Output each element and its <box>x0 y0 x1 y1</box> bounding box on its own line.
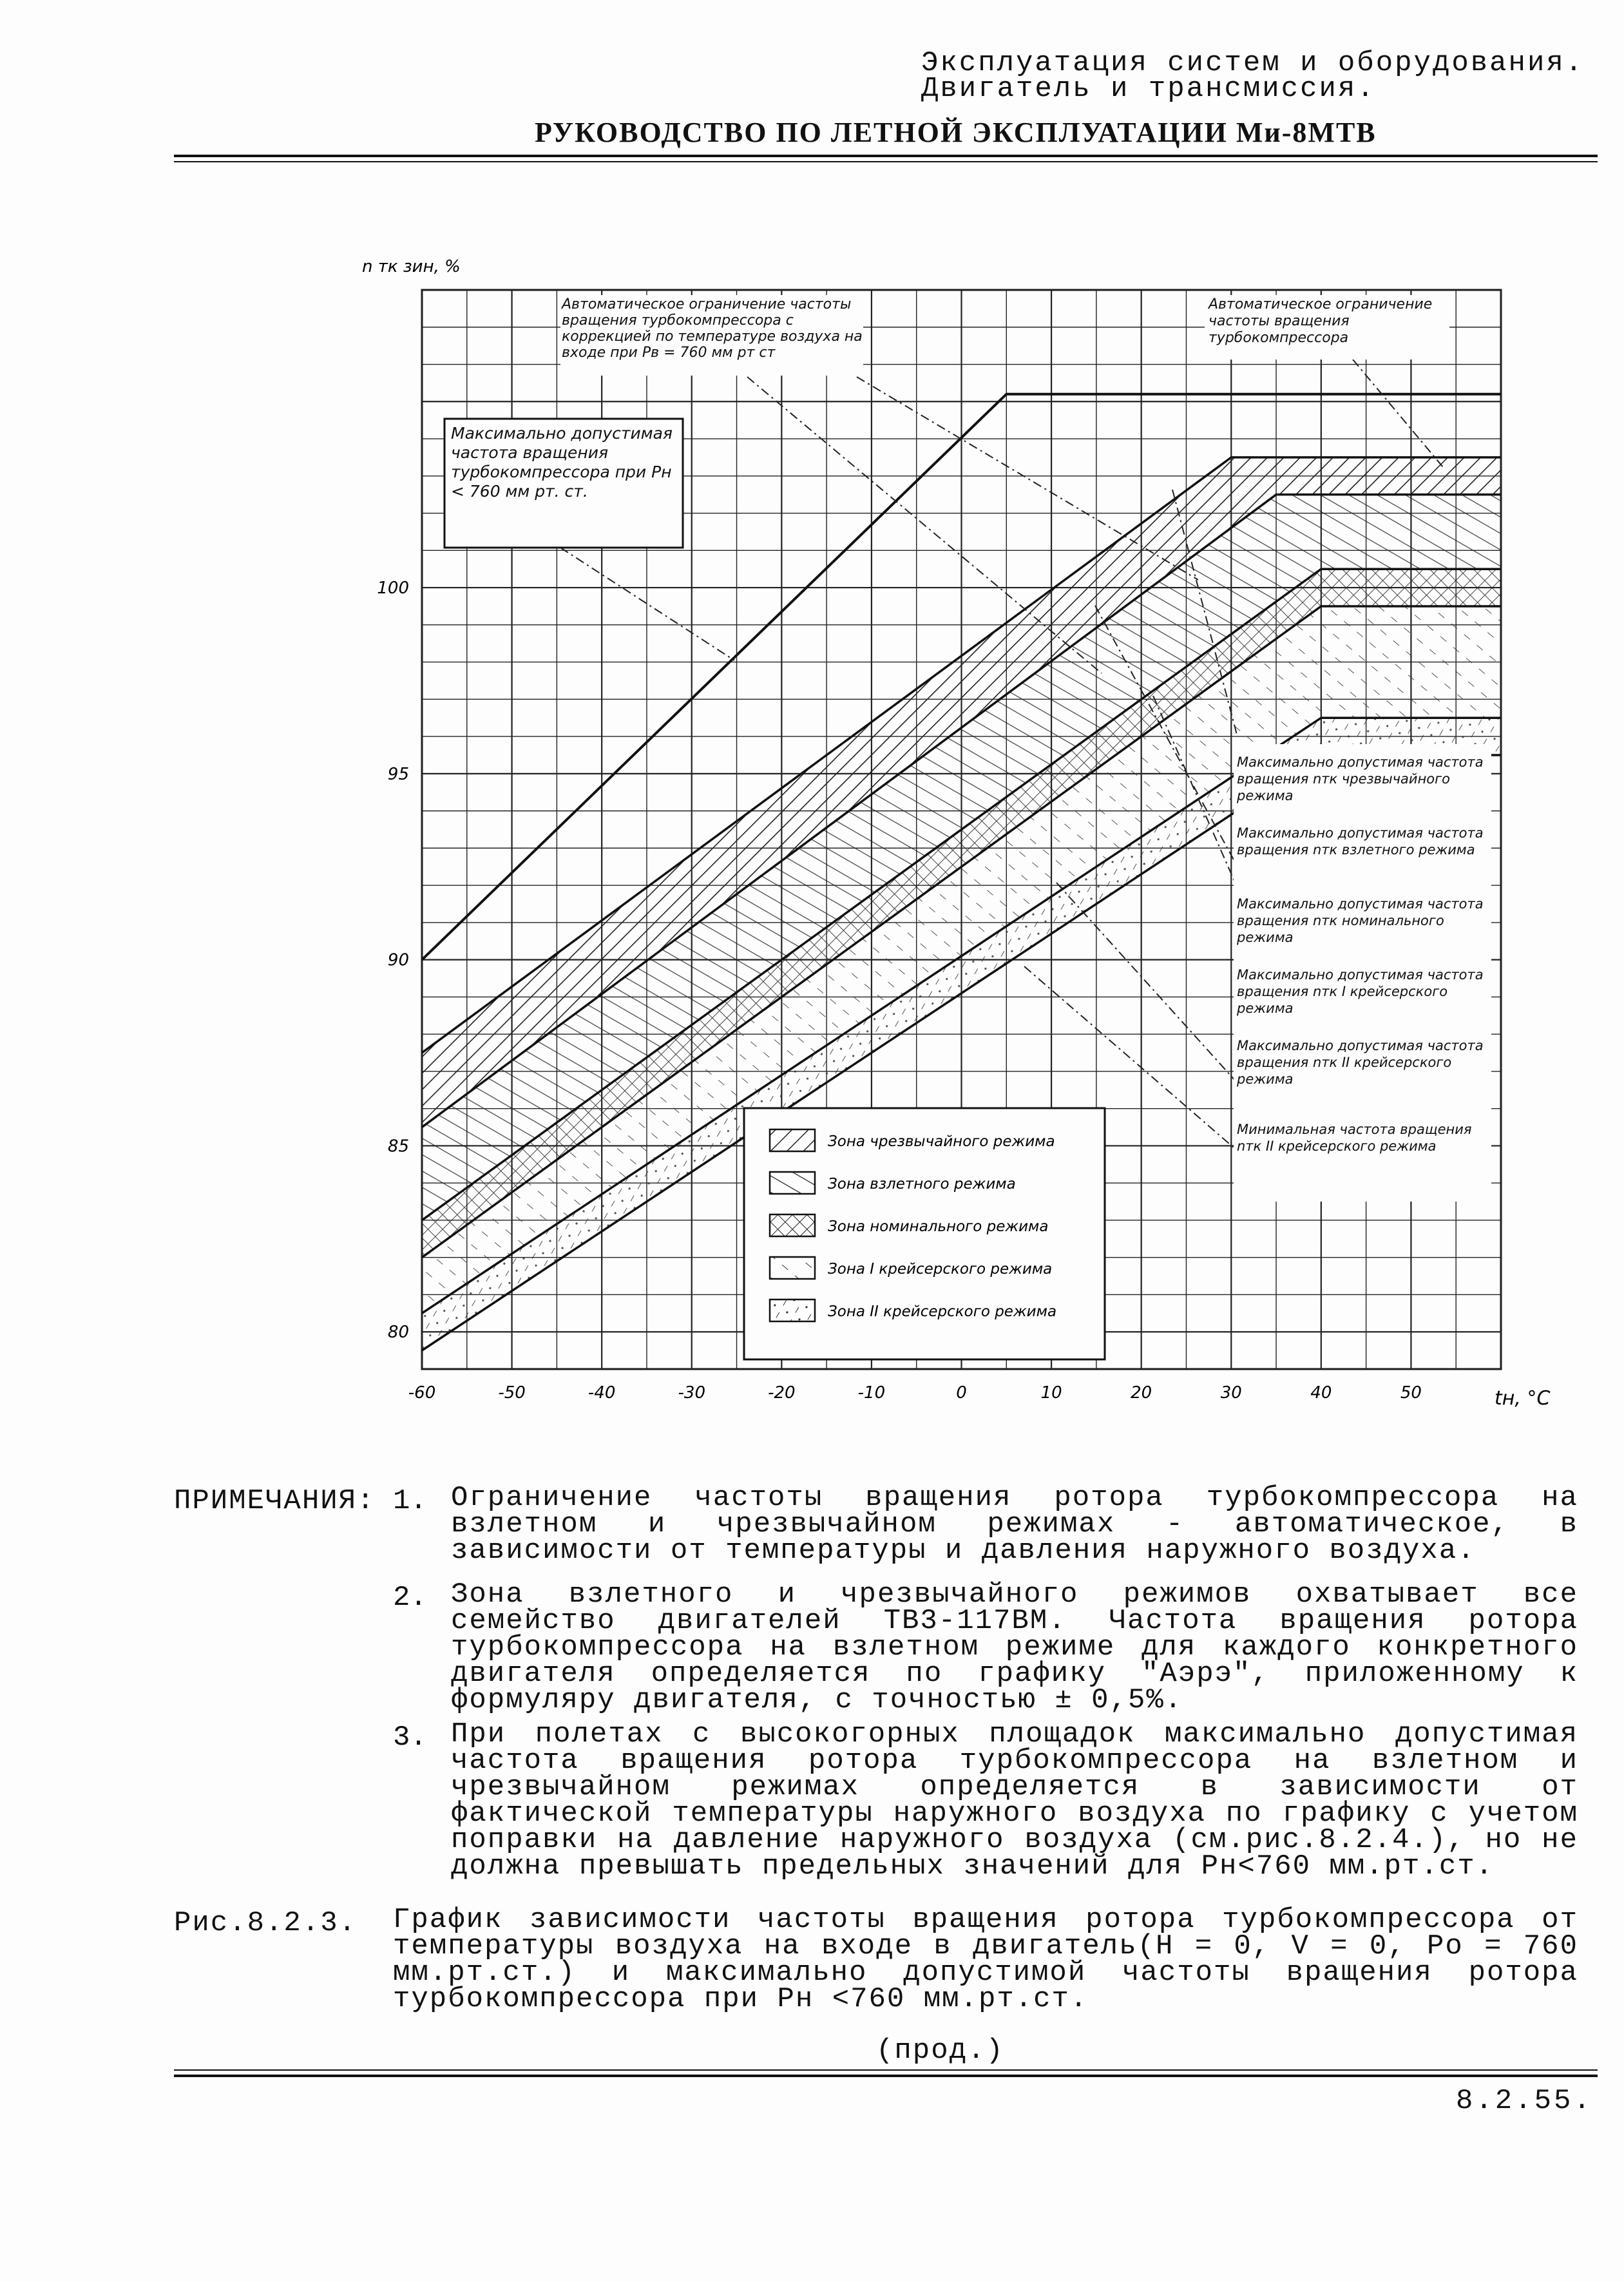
legend-label: Зона номинального режима <box>828 1218 1049 1235</box>
note-2-text: Зона взлетного и чрезвычайного режимов охватывает все семейство двигателей ТВ3-117ВМ. Частота вращения ротора турбокомпрессора на взлетном режиме для каждого конкретного двигателя определяется по графику "Аэрэ", приложенному к формуляру двигателя, с точностью ± 0,5%. <box>451 1578 1578 1716</box>
y-tick-label: 90 <box>387 950 409 970</box>
right-label-text: Минимальная частота вращения nтк II крейсерского режима <box>1237 1122 1472 1154</box>
notes-label: ПРИМЕЧАНИЯ: <box>174 1485 376 1517</box>
legend-label: Зона взлетного режима <box>828 1176 1016 1193</box>
legend-label: Зона чрезвычайного режима <box>828 1133 1055 1150</box>
x-tick-label: 10 <box>1040 1383 1062 1403</box>
legend-label: Зона I крейсерского режима <box>828 1261 1053 1278</box>
x-tick-label: -10 <box>857 1383 886 1403</box>
leader-line <box>1056 883 1237 1082</box>
note-2-number: 2. <box>393 1582 427 1614</box>
right-label-text: Максимально допустимая частота вращения nтк I крейсерского режима <box>1237 967 1484 1016</box>
right-label-text: Максимально допустимая частота вращения nтк номинального режима <box>1237 896 1484 945</box>
y-tick-label: 95 <box>387 764 409 784</box>
legend-swatch <box>770 1172 815 1194</box>
right-label-1 <box>1237 754 1488 830</box>
legend-swatch <box>770 1257 815 1279</box>
x-tick-label: -20 <box>768 1383 796 1403</box>
x-tick-label: -40 <box>588 1383 616 1403</box>
note-1-text: Ограничение частоты вращения ротора турбокомпрессора на взлетном и чрезвычайном режимах - автоматическое, в зависимости от температуры и давления наружного воздуха. <box>451 1482 1578 1567</box>
page-title: РУКОВОДСТВО ПО ЛЕТНОЙ ЭКСПЛУАТАЦИИ Ми-8МТВ <box>535 117 1377 148</box>
right-label-6 <box>1237 1121 1488 1197</box>
x-tick-label: -30 <box>678 1383 705 1403</box>
y-tick-label: 100 <box>377 579 409 599</box>
footer-rule-thin <box>174 2069 1598 2071</box>
note-1-number: 1. <box>393 1485 427 1517</box>
section-title-line2: Двигатель и трансмиссия. <box>921 73 1376 105</box>
right-label-5 <box>1237 1037 1488 1113</box>
x-tick-label: 20 <box>1131 1383 1152 1403</box>
continued-marker: (прод.) <box>876 2035 1004 2067</box>
right-label-text: Максимально допустимая частота вращения nтк взлетного режима <box>1237 825 1484 858</box>
note-3-text: При полетах с высокогорных площадок максимально допустимая частота вращения ротора турбокомпрессора на взлетном и чрезвычайном режимах определяется в зависимости от фактической температуры наружного воздуха по графику с учетом поправки на давление наружного воздуха (см.рис.8.2.4.), но не должна превышать предельных значений для Pн<760 мм.рт.ст. <box>451 1718 1578 1883</box>
annotation-limit-text: Автоматическое ограничение частоты вращения турбокомпрессора <box>1208 296 1433 346</box>
header-rule-thin <box>174 161 1598 162</box>
y-tick-label: 80 <box>387 1323 409 1343</box>
x-tick-label: -50 <box>498 1383 526 1403</box>
footer-rule-thick <box>174 2075 1598 2077</box>
x-tick-label: 50 <box>1400 1383 1422 1403</box>
right-label-2 <box>1237 825 1488 901</box>
legend-label: Зона II крейсерского режима <box>828 1303 1057 1320</box>
x-axis-label: tн, °C <box>1495 1387 1551 1410</box>
right-label-3 <box>1237 896 1488 972</box>
note-3-number: 3. <box>393 1721 427 1754</box>
right-label-text: Максимально допустимая частота вращения nтк II крейсерского режима <box>1237 1038 1484 1087</box>
x-tick-label: 0 <box>956 1383 967 1403</box>
x-tick-label: 40 <box>1310 1383 1332 1403</box>
annotation-limit <box>1208 296 1447 361</box>
legend-swatch <box>770 1214 815 1236</box>
rpm-temperature-chart <box>348 245 1551 1430</box>
leader-line <box>857 377 1198 580</box>
x-tick-label: 30 <box>1220 1383 1242 1403</box>
legend-swatch <box>770 1299 815 1321</box>
y-tick-label: 85 <box>387 1136 409 1156</box>
leader-line <box>560 548 734 660</box>
header-rule-thick <box>174 155 1598 157</box>
section-title-line1: Эксплуатация систем и оборудования. <box>921 47 1585 79</box>
right-label-4 <box>1237 966 1488 1042</box>
annotation-max-text: Максимально допустимая частота вращения турбокомпрессора при Pн < 760 мм рт. ст. <box>451 424 673 501</box>
figure-caption: График зависимости частоты вращения ротора турбокомпрессора от температуры воздуха на входе в двигатель(H = 0, V = 0, Pо = 760 мм.рт.ст.) и максимально допустимой частоты вращения ротора турбокомпрессора при Pн <760 мм.рт.ст. <box>393 1904 1578 2015</box>
figure-label: Рис.8.2.3. <box>174 1907 358 1939</box>
annotation-max <box>451 424 676 546</box>
annotation-correction <box>562 296 865 377</box>
legend-swatch <box>770 1129 815 1151</box>
annotation-correction-text: Автоматическое ограничение частоты вращения турбокомпрессора с коррекцией по температуре воздуха на входе при Pв = 760 мм рт ст <box>562 296 863 361</box>
right-labels <box>1237 754 1488 1197</box>
page-number: 8.2.55. <box>1456 2085 1593 2117</box>
x-tick-label: -60 <box>408 1383 436 1403</box>
y-axis-label: n тк зин, % <box>362 257 461 276</box>
leader-line <box>747 377 1102 673</box>
right-label-text: Максимально допустимая частота вращения nтк чрезвычайного режима <box>1237 754 1484 803</box>
